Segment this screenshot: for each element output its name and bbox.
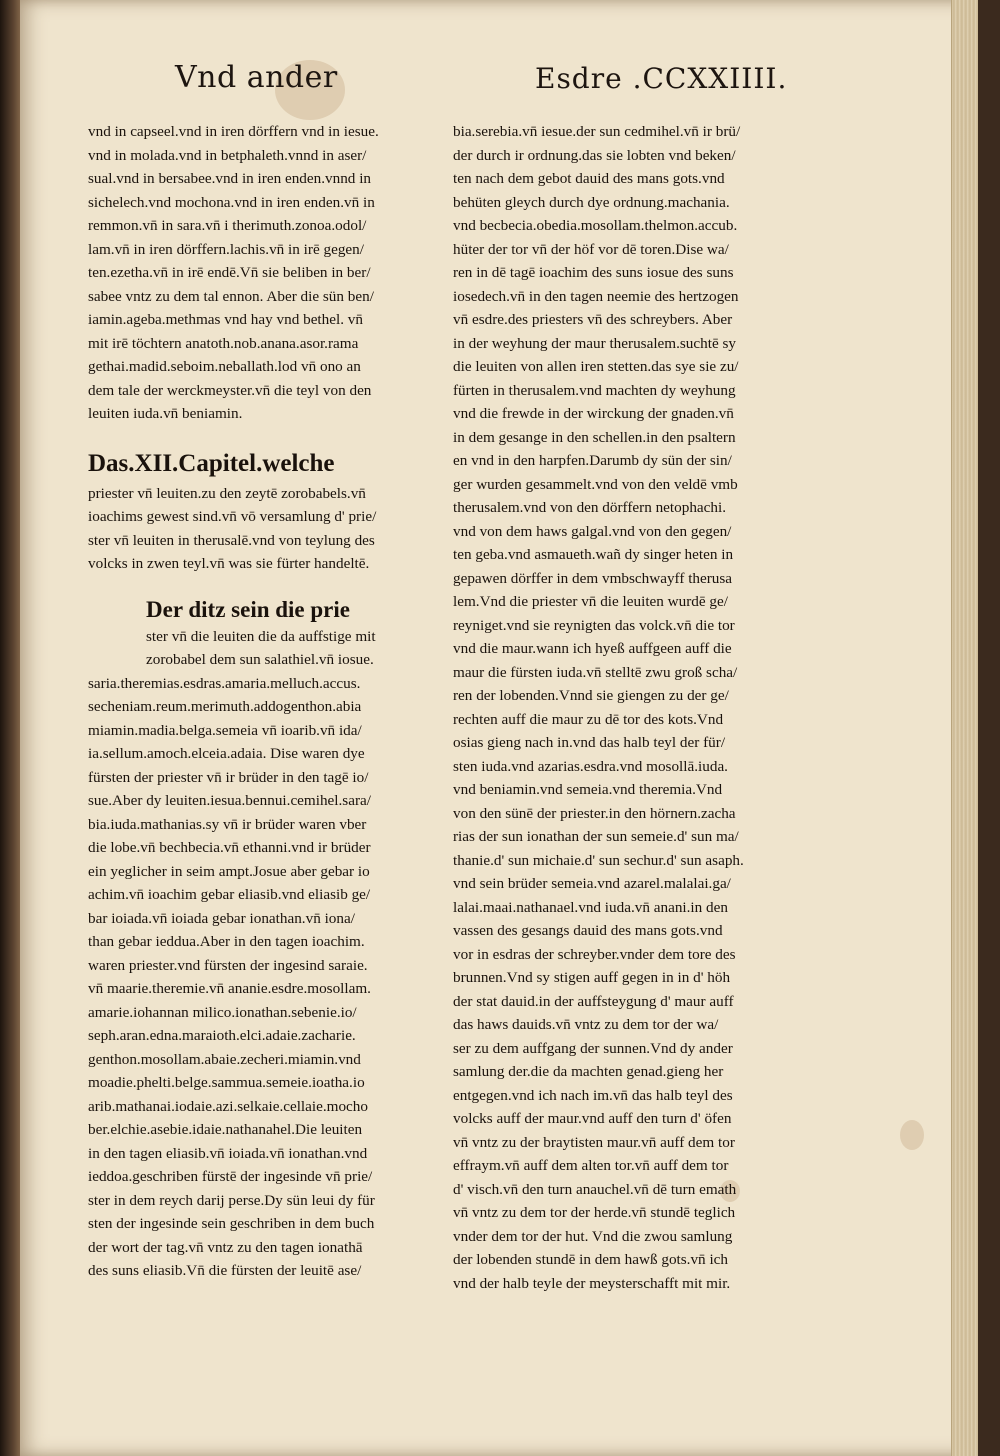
chapter-heading: Das.XII.Capitel.welche	[88, 449, 335, 477]
text-line: vor in esdras der schreyber.vnder dem tore des	[453, 945, 736, 963]
text-line: ser zu dem auffgang der sunnen.Vnd dy ander	[453, 1039, 733, 1057]
text-line: vn̄ maarie.theremie.vn̄ ananie.esdre.mosollam.	[88, 980, 371, 997]
text-line: die leuiten von allen iren stetten.das sye sie zu/	[453, 358, 739, 375]
text-line: brunnen.Vnd sy stigen auff gegen in in d' höh	[453, 969, 731, 986]
text-line: miamin.madia.belga.semeia vn̄ ioarib.vn̄ ida/	[88, 721, 362, 739]
text-line: zorobabel dem sun salathiel.vn̄ iosue.	[146, 651, 374, 668]
left-column	[88, 120, 400, 1283]
text-line: waren priester.vnd fürsten der ingesind saraie.	[88, 956, 368, 974]
text-line: vnd beniamin.vnd semeia.vnd theremia.Vnd	[453, 781, 723, 798]
text-line: arib.mathanai.iodaie.azi.selkaie.cellaie.mocho	[88, 1097, 368, 1115]
text-line: sue.Aber dy leuiten.iesua.bennui.cemihel.sara/	[88, 792, 371, 809]
text-line: saria.theremias.esdras.amaria.melluch.accus.	[88, 674, 361, 692]
text-line: vnd der halb teyle der meysterschafft mit mir.	[453, 1274, 731, 1292]
text-line: entgegen.vnd ich nach im.vn̄ das halb teyl des	[453, 1086, 733, 1104]
text-line: ger wurden gesammelt.vnd von den veldē vmb	[453, 475, 738, 493]
text-line: von den sünē der priester.in den hörnern.zacha	[453, 804, 736, 822]
text-line: rechten auff die maur zu dē tor des kots.Vnd	[453, 710, 724, 728]
text-line: iamin.ageba.methmas vnd hay vnd bethel. vn̄	[88, 311, 363, 328]
text-line: die lobe.vn̄ bechbecia.vn̄ ethanni.vnd ir brüder	[88, 839, 371, 856]
text-line: vn̄ vntz zu dem tor der herde.vn̄ stundē teglich	[453, 1204, 736, 1221]
text-line: remmon.vn̄ in sara.vn̄ i therimuth.zonoa.odol/	[88, 217, 367, 234]
text-line: sten der ingesinde sein geschriben in dem buch	[88, 1215, 375, 1232]
text-line: osias gieng nach in.vnd das halb teyl der für/	[453, 734, 726, 751]
text-line: in den tagen eliasib.vn̄ ioiada.vn̄ ionathan.vnd	[88, 1144, 368, 1162]
text-line: bia.iuda.mathanias.sy vn̄ ir brüder waren vber	[88, 815, 367, 833]
text-line: vn̄ esdre.des priesters vn̄ des schreybers. Aber	[453, 311, 733, 328]
text-line: gepawen dörffer in dem vmbschwayff therusa	[453, 569, 733, 587]
text-line: amarie.iohannan milico.ionathan.sebenie.io/	[88, 1003, 357, 1021]
text-line: lem.Vnd die priester vn̄ die leuiten wurdē ge/	[453, 593, 728, 610]
text-line: effraym.vn̄ auff dem alten tor.vn̄ auff dem tor	[453, 1157, 729, 1174]
text-line: than gebar ieddua.Aber in den tagen ioachim.	[88, 933, 365, 950]
text-line: fürsten der priester vn̄ ir brüder in den tagē io/	[88, 768, 369, 786]
text-line: maur die fürsten iuda.vn̄ stelltē zwu groß scha/	[453, 663, 738, 681]
text-line: ten geba.vnd asmaueth.wañ dy singer heten in	[453, 546, 734, 563]
text-line: in der weyhung der maur therusalem.suchtē sy	[453, 334, 736, 352]
text-line: in dem gesange in den schellen.in den psaltern	[453, 428, 736, 446]
running-header-right: Esdre .CCXXIIII.	[535, 62, 788, 95]
text-line: vnder dem tor der hut. Vnd die zwou samlung	[453, 1227, 733, 1245]
book-binding-edge	[0, 0, 22, 1456]
text-line: vnd in molada.vnd in betphaleth.vnnd in aser/	[88, 146, 367, 164]
text-line: ten nach dem gebot dauid des mans gots.vnd	[453, 170, 725, 187]
text-line: vnd sein brüder semeia.vnd azarel.malalai.ga/	[453, 875, 731, 892]
text-line: der lobenden stundē in dem hawß gots.vn̄ ich	[453, 1251, 729, 1268]
text-line: d' visch.vn̄ den turn anauchel.vn̄ dē turn emath	[453, 1180, 737, 1198]
chapter-incipit: Der ditz sein die prie	[146, 596, 350, 622]
text-line: der wort der tag.vn̄ vntz zu den tagen ionathā	[88, 1238, 363, 1256]
text-line: secheniam.reum.merimuth.addogenthon.abia	[88, 698, 362, 715]
text-line: bar ioiada.vn̄ ioiada gebar ionathan.vn̄ iona/	[88, 909, 355, 927]
text-line: des suns eliasib.Vn̄ die fürsten der leuitē ase/	[88, 1262, 362, 1279]
text-line: rias der sun ionathan der sun semeie.d' sun ma/	[453, 828, 739, 845]
chapter-summary-line: volcks in zwen teyl.vn̄ was sie fürter handeltē.	[88, 555, 370, 572]
text-line: samlung der.die da machten genad.gieng her	[453, 1063, 724, 1080]
text-line: genthon.mosollam.abaie.zecheri.miamin.vnd	[88, 1050, 361, 1068]
text-line: thanie.d' sun michaie.d' sun sechur.d' sun asaph.	[453, 851, 744, 869]
text-line: sabee vntz zu dem tal ennon. Aber die sün ben/	[88, 287, 374, 305]
text-line: vnd von dem haws galgal.vnd von den gegen/	[453, 522, 732, 540]
text-line: lam.vn̄ in iren dörffern.lachis.vn̄ in irē gegen/	[88, 240, 364, 258]
text-line: hüter der tor vn̄ der höf vor dē toren.Dise wa/	[453, 240, 729, 258]
text-line: moadie.phelti.belge.sammua.semeie.ioatha.io	[88, 1074, 365, 1091]
chapter-summary-line: ioachims gewest sind.vn̄ vō versamlung d' prie/	[88, 508, 377, 525]
chapter-summary-line: priester vn̄ leuiten.zu den zeytē zorobabels.vn̄	[88, 484, 366, 502]
text-line: vnd die maur.wann ich hyeß auffgeen auff die	[453, 640, 732, 657]
chapter-summary-line: ster vn̄ leuiten in therusalē.vnd von teylung des	[88, 531, 375, 549]
text-line: sten iuda.vnd azarias.esdra.vnd mosollā.iuda.	[453, 757, 728, 775]
text-line: ia.sellum.amoch.elceia.adaia. Dise waren dye	[88, 745, 365, 762]
text-line: vnd becbecia.obedia.mosollam.thelmon.accub.	[453, 217, 738, 234]
text-line: der durch ir ordnung.das sie lobten vnd beken/	[453, 146, 736, 164]
text-line: vnd die frewde in der wirckung der gnaden.vn̄	[453, 405, 734, 422]
text-line: sichelech.vnd mochona.vnd in iren enden.vn̄ in	[88, 193, 375, 211]
text-line: fürten in therusalem.vnd machten dy weyhung	[453, 381, 736, 399]
text-line: sual.vnd in bersabee.vnd in iren enden.vnnd in	[88, 170, 372, 187]
text-line: das haws dauids.vn̄ vntz zu dem tor der wa/	[453, 1016, 719, 1033]
text-line: volcks auff der maur.vnd auff den turn d' öfen	[453, 1110, 732, 1127]
text-line: ren in dē tagē ioachim des suns iosue des suns	[453, 264, 734, 281]
text-line: vn̄ vntz zu der braytisten maur.vn̄ auff dem tor	[453, 1133, 735, 1151]
text-line: vnd in capseel.vnd in iren dörffern vnd in iesue.	[88, 123, 379, 140]
text-line: reyniget.vnd sie reynigten das volck.vn̄ die tor	[453, 616, 735, 634]
text-line: ren der lobenden.Vnnd sie giengen zu der ge/	[453, 687, 729, 704]
text-line: mit irē töchtern anatoth.nob.anana.asor.rama	[88, 334, 359, 352]
text-line: ster vn̄ die leuiten die da auffstige mit	[146, 627, 376, 645]
text-line: therusalem.vnd von den dörffern netophachi.	[453, 499, 727, 516]
text-line: ster in dem reych darij perse.Dy sün leui dy für	[88, 1191, 375, 1209]
text-line: lalai.maai.nathanael.vnd iuda.vn̄ anani.in den	[453, 898, 728, 916]
text-line: ber.elchie.asebie.idaie.nathanahel.Die leuiten	[88, 1121, 363, 1138]
right-column	[453, 120, 765, 1295]
age-stain	[900, 1120, 924, 1150]
page-edges	[951, 0, 978, 1456]
text-line: dem tale der werckmeyster.vn̄ die teyl von den	[88, 381, 372, 399]
text-line: ieddoa.geschriben fürstē der ingesinde vn̄ prie/	[88, 1168, 373, 1185]
text-line: ten.ezetha.vn̄ in irē endē.Vn̄ sie beliben in ber/	[88, 264, 371, 281]
text-line: gethai.madid.seboim.neballath.lod vn̄ ono an	[88, 358, 361, 375]
text-line: achim.vn̄ ioachim gebar eliasib.vnd eliasib ge/	[88, 886, 371, 903]
text-line: iosedech.vn̄ in den tagen neemie des hertzogen	[453, 287, 739, 305]
text-line: seph.aran.edna.maraioth.elci.adaie.zacharie.	[88, 1027, 356, 1044]
text-line: en vnd in den harpfen.Darumb dy sün der sin/	[453, 452, 732, 469]
text-line: leuiten iuda.vn̄ beniamin.	[88, 405, 243, 422]
running-header-left: Vnd ander	[175, 60, 338, 95]
text-line: der stat dauid.in der auffsteygung d' maur auff	[453, 992, 734, 1010]
text-line: ein yeglicher in seim ampt.Josue aber gebar io	[88, 862, 370, 880]
text-line: vassen des gesangs dauid des mans gots.vnd	[453, 922, 723, 939]
text-line: behüten gleych durch dye ordnung.machania.	[453, 193, 730, 211]
text-line: bia.serebia.vn̄ iesue.der sun cedmihel.vn̄ ir brü/	[453, 123, 741, 140]
